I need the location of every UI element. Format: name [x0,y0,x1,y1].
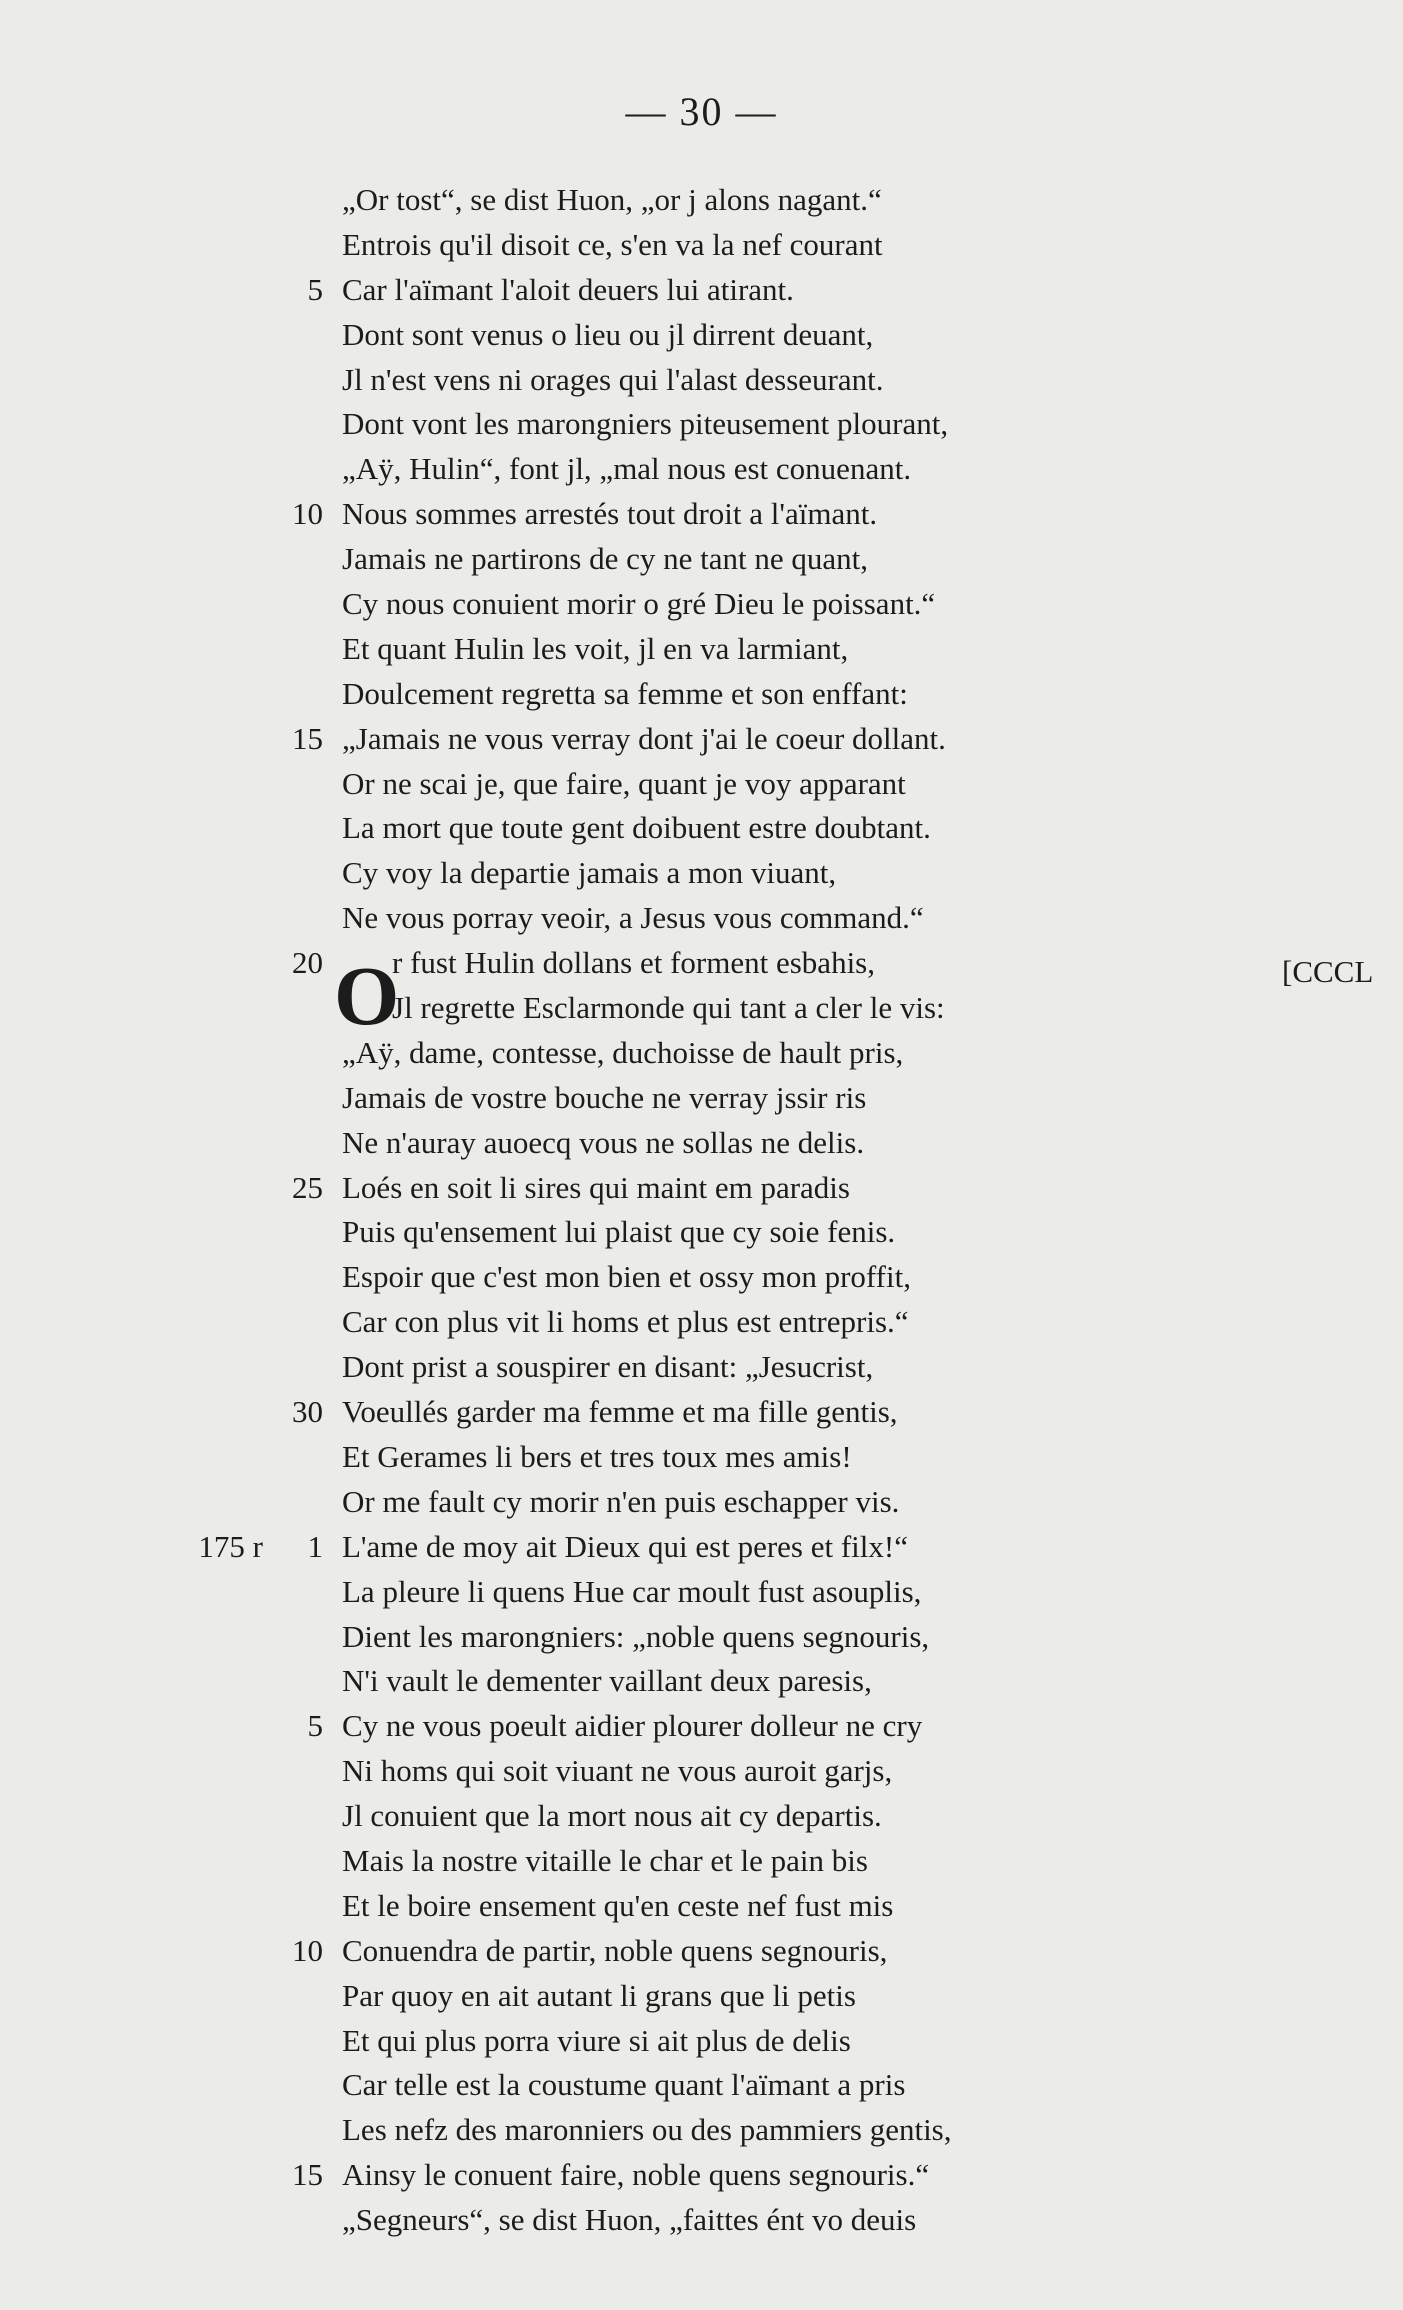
verse-line [0,1121,1403,1166]
verse-line-text: Jamais ne partirons de cy ne tant ne quant, [342,541,868,577]
verse-line [0,268,1403,313]
verse-line-text: Dient les marongniers: „noble quens segnouris, [342,1618,930,1654]
verse-line [0,1570,1403,1615]
verse-line-text: Ni homs qui soit viuant ne vous auroit garjs, [342,1753,893,1789]
verse-line [0,2108,1403,2153]
verse-line [0,1659,1403,1704]
verse-line [0,2019,1403,2064]
verse-line-text: La mort que toute gent doibuent estre doubtant. [342,810,931,846]
verse-line [0,1300,1403,1345]
verse-line [0,223,1403,268]
verse-line [0,1435,1403,1480]
verse-line-text: Loés en soit li sires qui maint em paradis [342,1169,850,1205]
verse-line [0,447,1403,492]
verse-line [0,2198,1403,2243]
verse-line-text: Mais la nostre vitaille le char et le pain bis [342,1842,868,1878]
verse-line-text: Ne n'auray auoecq vous ne sollas ne delis. [342,1124,865,1160]
verse-line [0,986,1403,1031]
verse-line [0,672,1403,717]
line-number: 10 [292,496,323,532]
verse-line [0,1525,1403,1570]
verse-line-text: Car telle est la coustume quant l'aïmant a pris [342,2067,906,2103]
verse-line [0,492,1403,537]
verse-line [0,1704,1403,1749]
verse-line [0,2153,1403,2198]
verse-line-text: „Aÿ, dame, contesse, duchoisse de hault pris, [342,1034,904,1070]
verse-line-text: Puis qu'ensement lui plaist que cy soie fenis. [342,1214,896,1250]
verse-line-text: Nous sommes arrestés tout droit a l'aïmant. [342,496,878,532]
verse-line [0,178,1403,223]
verse-line-text: Ainsy le conuent faire, noble quens segnouris.“ [342,2157,930,2193]
verse-line [0,1615,1403,1660]
verse-line [0,1076,1403,1121]
verse-line-text: Jl regrette Esclarmonde qui tant a cler le vis: [392,990,945,1026]
verse-line-text: Les nefz des maronniers ou des pammiers gentis, [342,2112,952,2148]
verse-line-text: Jl n'est vens ni orages qui l'alast desseurant. [342,361,884,397]
line-number: 15 [292,720,323,756]
folio-marker: 175 r [198,1528,263,1564]
verse-line-text: Voeullés garder ma femme et ma fille gentis, [342,1394,898,1430]
verse-line [0,1839,1403,1884]
verse-line-text: Conuendra de partir, noble quens segnouris, [342,1932,888,1968]
verse-line-text: Doulcement regretta sa femme et son enffant: [342,675,908,711]
verse-line [0,582,1403,627]
verse-line [0,313,1403,358]
verse-line [0,1345,1403,1390]
verse-line-text: Jl conuient que la mort nous ait cy departis. [342,1798,882,1834]
verse-line [0,806,1403,851]
verse-line-text: N'i vault le dementer vaillant deux paresis, [342,1663,872,1699]
verse-line [0,1749,1403,1794]
verse-text [0,178,1403,2243]
verse-line [0,896,1403,941]
verse-line [0,1031,1403,1076]
verse-line-text: Et Gerames li bers et tres toux mes amis! [342,1438,852,1474]
verse-line-text: Ne vous porray veoir, a Jesus vous command.“ [342,900,924,936]
verse-line-text: Dont sont venus o lieu ou jl dirrent deuant, [342,316,874,352]
verse-line-text: Et le boire ensement qu'en ceste nef fust mis [342,1887,894,1923]
verse-line [0,1884,1403,1929]
page-number: — 30 — [625,89,778,134]
verse-line-text: Cy nous conuient morir o gré Dieu le poissant.“ [342,586,936,622]
verse-line [0,358,1403,403]
verse-line-text: „Or tost“, se dist Huon, „or j alons nagant.“ [342,182,882,217]
verse-line [0,1480,1403,1525]
line-number: 20 [292,945,323,981]
verse-line-text: „Jamais ne vous verray dont j'ai le coeur dollant. [342,720,946,756]
verse-line-text: Par quoy en ait autant li grans que li petis [342,1977,856,2013]
line-number: 30 [292,1394,323,1430]
verse-line-text: Dont prist a souspirer en disant: „Jesucrist, [342,1349,874,1385]
drop-cap-initial: O [334,950,400,1043]
verse-line [0,717,1403,762]
verse-line-text: r fust Hulin dollans et forment esbahis, [392,945,875,981]
verse-line [0,1390,1403,1435]
line-number: 5 [307,1708,323,1744]
verse-line [0,941,1403,986]
line-number: 10 [292,1932,323,1968]
verse-line [0,1974,1403,2019]
verse-line-text: Cy voy la departie jamais a mon viuant, [342,855,837,891]
verse-line-text: Car l'aïmant l'aloit deuers lui atirant. [342,271,794,307]
line-number: 15 [292,2157,323,2193]
verse-line-text: Et quant Hulin les voit, jl en va larmiant, [342,630,849,666]
verse-line [0,2063,1403,2108]
verse-line-text: Dont vont les marongniers piteusement plourant, [342,406,949,442]
verse-line-text: „Aÿ, Hulin“, font jl, „mal nous est conuenant. [342,451,912,487]
verse-line [0,627,1403,672]
verse-line [0,851,1403,896]
verse-line-text: Jamais de vostre bouche ne verray jssir ris [342,1079,867,1115]
verse-line [0,762,1403,807]
verse-line-text: Or ne scai je, que faire, quant je voy apparant [342,765,906,801]
verse-line [0,1794,1403,1839]
verse-line-text: Espoir que c'est mon bien et ossy mon proffit, [342,1259,911,1295]
verse-line-text: Entrois qu'il disoit ce, s'en va la nef courant [342,226,883,262]
verse-line-text: „Segneurs“, se dist Huon, „faittes ént vo deuis [342,2202,917,2238]
line-number: 25 [292,1169,323,1205]
verse-line [0,1210,1403,1255]
margin-note: [CCCL [1282,954,1374,989]
verse-line-text: La pleure li quens Hue car moult fust asouplis, [342,1573,922,1609]
verse-line [0,1166,1403,1211]
verse-line [0,402,1403,447]
line-number: 5 [307,271,323,307]
line-number: 1 [307,1528,323,1564]
verse-line [0,537,1403,582]
verse-line-text: L'ame de moy ait Dieux qui est peres et filx!“ [342,1528,908,1564]
verse-line [0,1929,1403,1974]
verse-line-text: Or me fault cy morir n'en puis eschapper vis. [342,1483,900,1519]
verse-line [0,1255,1403,1300]
verse-line-text: Cy ne vous poeult aidier plourer dolleur ne cry [342,1708,923,1744]
verse-line-text: Car con plus vit li homs et plus est entrepris.“ [342,1304,909,1340]
verse-line-text: Et qui plus porra viure si ait plus de delis [342,2022,851,2058]
